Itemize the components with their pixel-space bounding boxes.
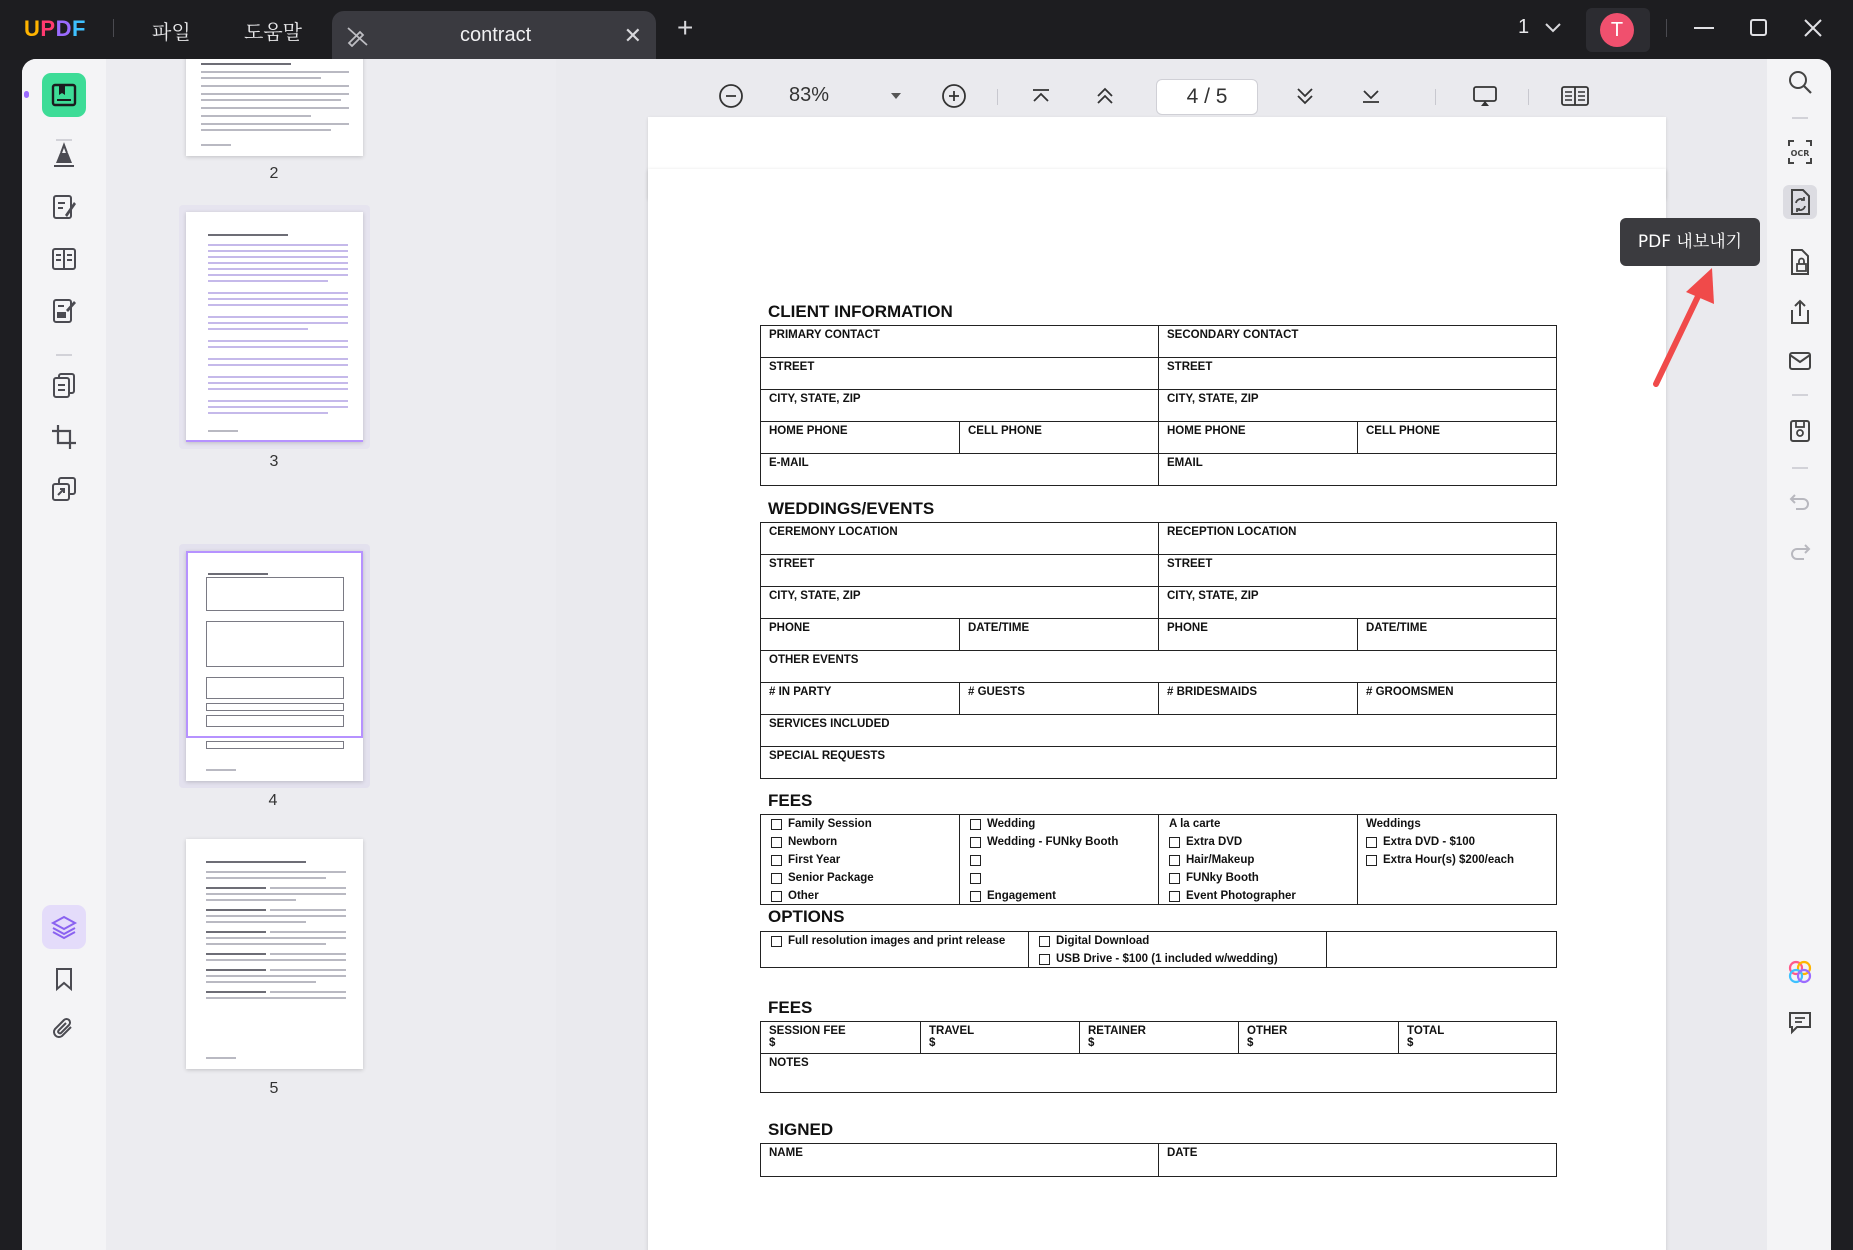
- close-window-button[interactable]: [1802, 14, 1824, 49]
- section-heading: FEES: [768, 791, 813, 810]
- app-frame: [22, 59, 1831, 1250]
- reader-tool-button[interactable]: [42, 73, 86, 117]
- form-field[interactable]: STREET: [761, 555, 1159, 586]
- document-viewer: [556, 59, 1767, 1250]
- form-field[interactable]: CITY, STATE, ZIP: [761, 587, 1159, 618]
- export-pdf-tooltip: PDF 내보내기: [1620, 218, 1760, 266]
- form-field[interactable]: RECEPTION LOCATION: [1167, 526, 1297, 538]
- form-field[interactable]: CELL PHONE: [960, 422, 1159, 453]
- form-field[interactable]: HOME PHONE: [761, 422, 960, 453]
- chevron-down-icon: [1545, 23, 1561, 33]
- double-chevron-up-icon: [1094, 85, 1116, 107]
- redo-button[interactable]: [1783, 535, 1817, 569]
- edit-off-icon: [346, 25, 370, 52]
- fees-column-3: [1159, 815, 1358, 904]
- column-title: Weddings: [1366, 818, 1421, 830]
- menu-file[interactable]: 파일: [152, 20, 191, 44]
- form-field[interactable]: CEREMONY LOCATION: [761, 523, 1159, 554]
- form-field[interactable]: DATE: [1167, 1147, 1198, 1159]
- view-toolbar: [556, 59, 1767, 133]
- fees-column-4: [1358, 815, 1556, 904]
- book-icon: [50, 81, 78, 109]
- form-tool-button[interactable]: [42, 289, 86, 333]
- bookmark-icon: [52, 966, 76, 992]
- search-icon: [1787, 69, 1813, 95]
- right-tool-rail: [1767, 59, 1831, 1250]
- client-info-table: [760, 325, 1557, 486]
- form-field[interactable]: OTHER $: [1239, 1022, 1399, 1053]
- ocr-icon: [1786, 138, 1814, 166]
- divider: [997, 89, 998, 105]
- checkbox-option[interactable]: [970, 869, 1158, 887]
- save-button[interactable]: [1783, 414, 1817, 448]
- page-number-input[interactable]: 4 / 5: [1156, 79, 1258, 115]
- zoom-level[interactable]: 83%: [789, 84, 830, 106]
- section-heading: SIGNED: [768, 1120, 834, 1139]
- form-field[interactable]: DATE/TIME: [1366, 622, 1428, 634]
- checkbox-option[interactable]: Full resolution images and print release: [771, 932, 1028, 950]
- form-field[interactable]: CELL PHONE: [1366, 425, 1440, 437]
- thumbnail-page-2[interactable]: [186, 59, 363, 156]
- file-lock-icon: [1787, 248, 1813, 276]
- fees-column-1: [761, 815, 960, 904]
- share-icon: [1787, 298, 1813, 326]
- thumbnail-page-3[interactable]: [186, 212, 363, 442]
- attachments-button[interactable]: [42, 1007, 86, 1051]
- mail-icon: [1787, 349, 1813, 373]
- form-field[interactable]: TRAVEL $: [921, 1022, 1080, 1053]
- pages-icon: [50, 371, 78, 399]
- form-field[interactable]: CITY, STATE, ZIP: [761, 390, 1159, 421]
- section-heading: WEDDINGS/EVENTS: [768, 499, 935, 518]
- avatar: T: [1600, 13, 1634, 47]
- left-tool-rail: [22, 59, 106, 1250]
- form-field[interactable]: SESSION FEE $: [761, 1022, 921, 1053]
- checkbox-option[interactable]: Extra DVD: [1169, 833, 1357, 851]
- checkbox-option[interactable]: Extra Hour(s) $200/each: [1366, 851, 1556, 869]
- thumbnail-label: 3: [269, 453, 279, 470]
- window-count-dropdown[interactable]: [1518, 16, 1561, 39]
- caret-down-icon: [890, 92, 902, 100]
- last-page-icon: [1360, 85, 1382, 107]
- tab-title: contract: [460, 24, 532, 46]
- form-field[interactable]: # IN PARTY: [761, 683, 960, 714]
- checkbox-option[interactable]: Wedding - FUNky Booth: [970, 833, 1158, 851]
- pdf-page-4: [648, 169, 1666, 1250]
- checkbox-option[interactable]: Event Photographer: [1169, 887, 1357, 905]
- two-page-view-icon: [1560, 84, 1590, 108]
- edit-document-icon: [50, 193, 78, 221]
- divider: [1792, 394, 1808, 396]
- checkbox-option[interactable]: Digital Download: [1039, 932, 1326, 950]
- section-heading: FEES: [768, 998, 813, 1017]
- comments-panel-button[interactable]: [1783, 1005, 1817, 1039]
- form-field[interactable]: PRIMARY CONTACT: [761, 326, 1159, 357]
- fees-checklist: [760, 814, 1557, 905]
- previous-page-button[interactable]: [1090, 81, 1120, 111]
- divider: [56, 354, 72, 356]
- checkbox-option[interactable]: [970, 851, 1158, 869]
- document-tab[interactable]: [332, 11, 656, 60]
- ai-assistant-button[interactable]: [1783, 955, 1817, 989]
- page-layout-tool-button[interactable]: [42, 237, 86, 281]
- form-field[interactable]: RETAINER $: [1080, 1022, 1239, 1053]
- form-field[interactable]: STREET: [761, 358, 1159, 389]
- form-field[interactable]: # GROOMSMEN: [1366, 686, 1454, 698]
- annotation-arrow-icon: [1640, 260, 1720, 390]
- organize-pages-button[interactable]: [42, 363, 86, 407]
- zoom-in-button[interactable]: [939, 81, 969, 111]
- checkbox-option[interactable]: Wedding: [970, 815, 1158, 833]
- ai-flower-icon: [1786, 958, 1814, 986]
- maximize-button[interactable]: [1748, 14, 1770, 49]
- convert-file-icon: [1787, 188, 1813, 216]
- fees-column-2: [960, 815, 1159, 904]
- section-heading: CLIENT INFORMATION: [768, 302, 953, 321]
- checkbox-option[interactable]: Newborn: [771, 833, 959, 851]
- form-field[interactable]: # BRIDESMAIDS: [1159, 683, 1358, 714]
- columns-icon: [50, 245, 78, 273]
- checkbox-option[interactable]: USB Drive - $100 (1 included w/wedding): [1039, 950, 1326, 968]
- close-tab-icon[interactable]: ✕: [623, 23, 642, 48]
- checkbox-option[interactable]: Family Session: [771, 815, 959, 833]
- next-page-button[interactable]: [1290, 81, 1320, 111]
- options-column-1: [761, 932, 1029, 967]
- checkbox-option[interactable]: Senior Package: [771, 869, 959, 887]
- presentation-icon: [1471, 84, 1499, 108]
- updf-logo: UPDF: [24, 16, 86, 41]
- email-button[interactable]: [1783, 344, 1817, 378]
- highlighter-icon: [50, 141, 78, 169]
- edit-tool-button[interactable]: [42, 185, 86, 229]
- redo-icon: [1788, 541, 1812, 563]
- first-page-button[interactable]: [1026, 81, 1056, 111]
- form-field[interactable]: OTHER EVENTS: [769, 654, 859, 666]
- zoom-in-icon: [941, 83, 967, 109]
- thumbnail-label: 5: [269, 1080, 279, 1097]
- form-field[interactable]: SECONDARY CONTACT: [1167, 329, 1299, 341]
- options-column-2: [1029, 932, 1327, 967]
- first-page-icon: [1030, 85, 1052, 107]
- divider: [1528, 89, 1529, 105]
- checkbox-option[interactable]: Hair/Makeup: [1169, 851, 1357, 869]
- form-field[interactable]: PHONE: [1159, 619, 1358, 650]
- divider: [1792, 117, 1808, 119]
- zoom-out-icon: [718, 83, 744, 109]
- divider: [1435, 89, 1436, 105]
- form-field[interactable]: NAME: [761, 1144, 1159, 1176]
- page-display-button[interactable]: [1558, 81, 1592, 111]
- minimize-button[interactable]: [1693, 14, 1715, 49]
- form-field[interactable]: SPECIAL REQUESTS: [769, 750, 886, 762]
- checkbox-option[interactable]: Extra DVD - $100: [1366, 833, 1556, 851]
- slideshow-button[interactable]: [1468, 81, 1502, 111]
- user-account[interactable]: [1586, 8, 1650, 52]
- layers-icon: [50, 913, 78, 941]
- signature-table: [760, 1143, 1557, 1177]
- form-field[interactable]: E-MAIL: [761, 454, 1159, 485]
- divider: [1792, 467, 1808, 469]
- undo-icon: [1788, 491, 1812, 513]
- divider: [113, 19, 114, 37]
- options-table: [760, 931, 1557, 968]
- zoom-out-button[interactable]: [716, 81, 746, 111]
- fees-total-table: [760, 1021, 1557, 1093]
- share-button[interactable]: [1783, 295, 1817, 329]
- last-page-button[interactable]: [1356, 81, 1386, 111]
- section-heading: OPTIONS: [768, 907, 845, 926]
- export-pdf-button[interactable]: [1783, 185, 1817, 219]
- layers-copy-icon: [50, 475, 78, 503]
- menu-help[interactable]: 도움말: [244, 20, 302, 44]
- comment-tool-button[interactable]: [42, 133, 86, 177]
- protect-pdf-button[interactable]: [1783, 245, 1817, 279]
- active-indicator: [24, 91, 29, 98]
- form-field[interactable]: DATE/TIME: [960, 619, 1159, 650]
- column-title: A la carte: [1169, 818, 1221, 830]
- search-button[interactable]: [1783, 65, 1817, 99]
- crop-tool-button[interactable]: [42, 415, 86, 459]
- protect-tool-button[interactable]: [42, 467, 86, 511]
- thumbnail-label: 2: [269, 165, 279, 182]
- form-field[interactable]: STREET: [1167, 361, 1213, 373]
- checkbox-option[interactable]: FUNky Booth: [1169, 869, 1357, 887]
- checkbox-option[interactable]: Other: [771, 887, 959, 905]
- form-field[interactable]: EMAIL: [1167, 457, 1203, 469]
- bookmarks-button[interactable]: [42, 957, 86, 1001]
- undo-button[interactable]: [1783, 485, 1817, 519]
- form-field[interactable]: # GUESTS: [960, 683, 1159, 714]
- form-field[interactable]: SERVICES INCLUDED: [769, 718, 890, 730]
- form-field[interactable]: PHONE: [761, 619, 960, 650]
- form-edit-icon: [50, 297, 78, 325]
- notes-field[interactable]: NOTES: [769, 1057, 809, 1069]
- double-chevron-down-icon: [1294, 85, 1316, 107]
- ocr-button[interactable]: [1783, 135, 1817, 169]
- options-column-3[interactable]: [1327, 932, 1556, 967]
- comment-icon: [1787, 1009, 1813, 1035]
- form-field[interactable]: STREET: [1167, 558, 1213, 570]
- window-count: 1: [1518, 16, 1530, 38]
- divider: [1666, 19, 1667, 37]
- form-field[interactable]: CITY, STATE, ZIP: [1167, 393, 1259, 405]
- thumbnail-label: 4: [268, 792, 278, 809]
- save-icon: [1788, 418, 1812, 444]
- layers-button[interactable]: [42, 905, 86, 949]
- checkbox-option[interactable]: Engagement: [970, 887, 1158, 905]
- thumbnail-page-4[interactable]: [186, 551, 363, 781]
- paperclip-icon: [51, 1016, 77, 1042]
- svg-text:OCR: OCR: [1790, 149, 1810, 158]
- thumbnail-panel: [106, 59, 556, 1250]
- form-field[interactable]: TOTAL $: [1407, 1025, 1445, 1049]
- form-field[interactable]: CITY, STATE, ZIP: [1167, 590, 1259, 602]
- zoom-dropdown[interactable]: [886, 81, 906, 111]
- checkbox-option[interactable]: First Year: [771, 851, 959, 869]
- crop-icon: [50, 423, 78, 451]
- new-tab-button[interactable]: +: [677, 12, 694, 43]
- title-bar: [0, 0, 1853, 60]
- form-field[interactable]: HOME PHONE: [1159, 422, 1358, 453]
- weddings-events-table: [760, 522, 1557, 779]
- thumbnail-page-5[interactable]: [186, 839, 363, 1069]
